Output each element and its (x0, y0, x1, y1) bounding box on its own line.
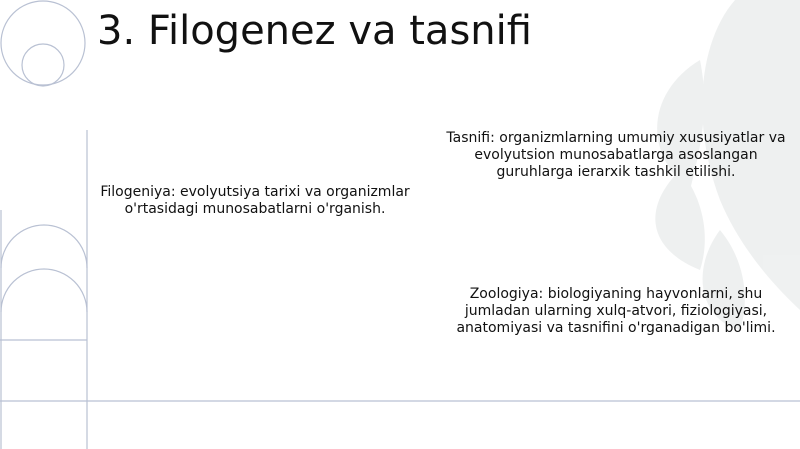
slide-title: 3. Filogenez va tasnifi (97, 8, 532, 54)
text-block-tasnifi: Tasnifi: organizmlarning umumiy xususiyatlar va evolyutsion munosabatlarga asoslangan guruhlarga ierarxik tashkil etilishi. (446, 130, 786, 180)
large-circle-outline (1, 1, 85, 85)
arch-upper-outline (1, 225, 87, 268)
text-block-zoologiya: Zoologiya: biologiyaning hayvonlarni, shu jumladan ularning xulq-atvori, fiziologiyasi, anatomiyasi va tasnifini o'rganadigan bo'limi. (456, 286, 776, 336)
text-block-filogeniya: Filogeniya: evolyutsiya tarixi va organizmlar o'rtasidagi munosabatlarni o'rganish. (100, 184, 410, 217)
small-circle-outline (22, 44, 64, 86)
arch-lower-outline (1, 269, 87, 312)
